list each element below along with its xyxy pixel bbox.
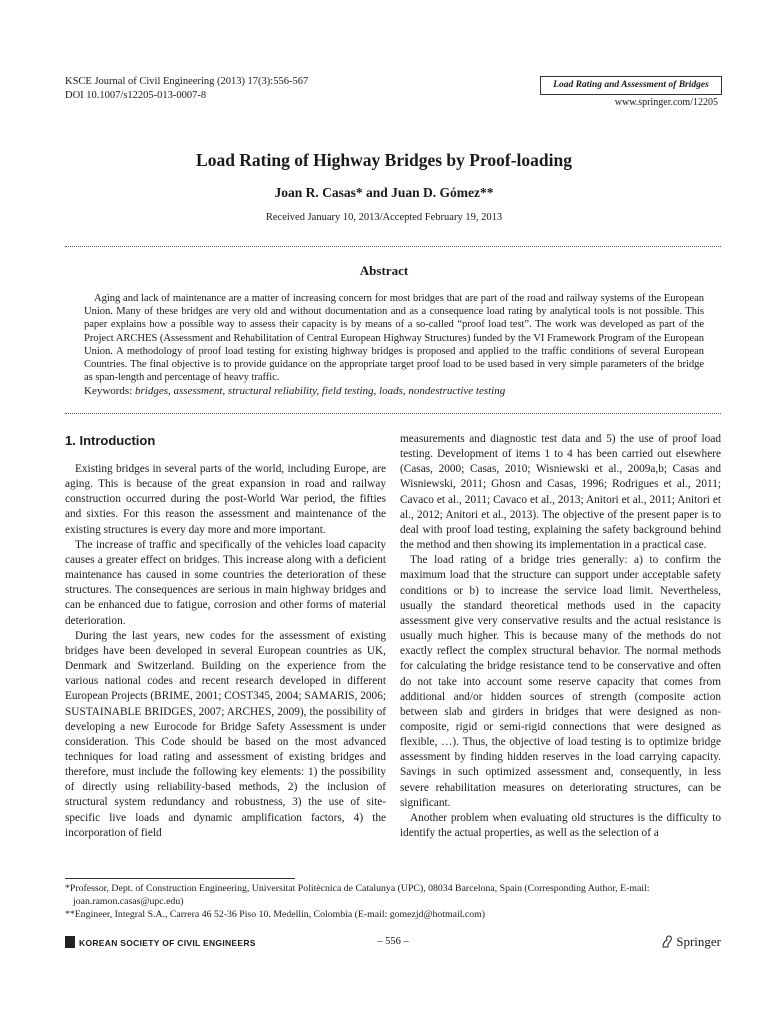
divider-bottom — [65, 413, 721, 414]
doi[interactable]: DOI 10.1007/s12205-013-0007-8 — [65, 90, 207, 101]
paper-authors: Joan R. Casas* and Juan D. Gómez** — [274, 185, 494, 200]
column-left — [65, 432, 386, 841]
publisher-logo — [661, 934, 721, 950]
abstract-text: Aging and lack of maintenance are a matter of increasing concern for most bridges that are part of the road and railway systems of the European Union. Many of these bridges are very old and without documentation and as a consequence load rating by analytical tools is not possible. This paper explains how a possible way to assess their capacity is by means of a so-called “proof load test”. The work was developed as part of the Project ARCHES (Assessment and Rehabilitation of Central European Highway Structures) funded by the VI Framework Program of the European Union. A methodology of proof load testing for existing highway bridges is proposed and applied to the traffic conditions of several European Countries. The final objective is to provide guidance on the appropriate target proof load to be used based in very simple parameters of the bridge as span-length and percentage of heavy traffic. — [84, 293, 704, 384]
column-right — [400, 432, 721, 841]
springer-horse-icon — [661, 935, 673, 948]
paragraph: During the last years, new codes for the assessment of existing bridges have been developed in several European countries as UK, Denmark and Switzerland. Building on the experience from the various national codes and recent research developed in different European Projects (BRIME, 2001; COST345, 2004; SAMARIS, 2006; SUSTAINABLE BRIDGES, 2007; ARCHES, 2009), the possibility of developing a new Eurocode for Bridge Safety Assessment is under consideration. This Code should be based on the most advanced techniques for load rating and assessment of existing bridges and therefore, must include the following key elements: 1) the possibility of directly using reliability-based methods, 2) the inclusion of structural system redundancy and robustness, 3) the use of site-specific live loads and dynamic amplification factors, 4) the incorporation of field — [65, 629, 386, 839]
page-number: – 556 – — [377, 936, 409, 947]
page-footer — [65, 933, 721, 953]
keywords — [84, 384, 704, 398]
footnotes — [65, 882, 721, 921]
section-box: Load Rating and Assessment of Bridges — [540, 76, 722, 95]
journal-website-link[interactable]: www.springer.com/12205 — [614, 97, 718, 108]
paper-title: Load Rating of Highway Bridges by Proof-loading — [196, 150, 572, 170]
keywords-list: bridges, assessment, structural reliability, field testing, loads, nondestructive testing — [135, 385, 506, 397]
journal-citation: KSCE Journal of Civil Engineering (2013) 17(3):556-567 — [65, 76, 309, 87]
keywords-label: Keywords: — [84, 385, 133, 397]
paragraph: Another problem when evaluating old structures is the difficulty to identify the actual properties, as well as the selection of a — [400, 811, 721, 840]
divider-top — [65, 246, 721, 247]
paragraph: The load rating of a bridge tries generally: a) to confirm the maximum load that the structure can support under acceptable safety conditions or b) to increase the service load limit. Nevertheless, usually the standard theoretical methods used in the capacity assessment give very conservative results and the actual resistance is usually much higher. This is because many of the methods do not exactly reflect the complex structural behavior. The normal methods for calculating the bridge resistance tend to be conservative and often do not take into account some reserve capacity that comes from additional and/or hidden sources of strength (composite action between slab and girders in bridges that were designed as non-composite, rigid or semi-rigid connections that were designed as flexible, …). Thus, the objective of load testing is to optimize bridge assessment by finding hidden reserves in the load carrying capacity. Savings in such optimized assessment and, consequently, in less severe rehabilitation measures on deteriorating structures, can be significant. — [400, 554, 721, 809]
section-heading: 1. Introduction — [65, 433, 156, 448]
paragraph: Existing bridges in several parts of the world, including Europe, are aging. This is because of the great expansion in road and railway construction occurred during the post-World War period, the fifties and sixties. For this reason the assessment and maintenance of the existing structures is every day more and more important. — [65, 463, 386, 536]
paragraph: measurements and diagnostic test data and 5) the use of proof load testing. Development of items 1 to 4 has been carried out elsewhere (Casas, 2000; Casas, 2010; Wisniewski et al., 2009a,b; Casas and Wisniewski, 2011; Ghosn and Casas, 1996; Rodrigues et al., 2011; Cavaco et al., 2011; Cavaco et al., 2013; Anitori et al., 2011; Anitori et al., 2012; Anitori et al., 2013). The objective of the present paper is to deal with proof load testing, explaining the safety background behind the method and then showing its implementation in a practical case. — [400, 433, 721, 552]
paragraph: The increase of traffic and specifically of the vehicles load capacity causes a greater effect on bridges. This increase along with a deficient maintenance has caused in some countries the deterioration of these structures. The consequences are serious in main highway bridges and can be enhanced due to fatigue, corrosion and other forms of material deterioration. — [65, 538, 386, 627]
footnote-author-2: **Engineer, Integral S.A., Carrera 46 52-36 Piso 10. Medellín, Colombia (E-mail: gomezjd@hotmail.com) — [65, 909, 486, 920]
publisher-name: Springer — [676, 934, 721, 949]
society-name: KOREAN SOCIETY OF CIVIL ENGINEERS — [79, 938, 256, 948]
footnote-rule — [65, 878, 295, 879]
received-dates: Received January 10, 2013/Accepted February 19, 2013 — [265, 212, 503, 223]
footnote-author-1: *Professor, Dept. of Construction Engineering, Universitat Politècnica de Catalunya (UPC), 08034 Barcelona, Spain (Corresponding Author, E-mail: joan.ramon.casas@upc.edu) — [65, 883, 650, 907]
abstract-heading: Abstract — [359, 263, 409, 278]
